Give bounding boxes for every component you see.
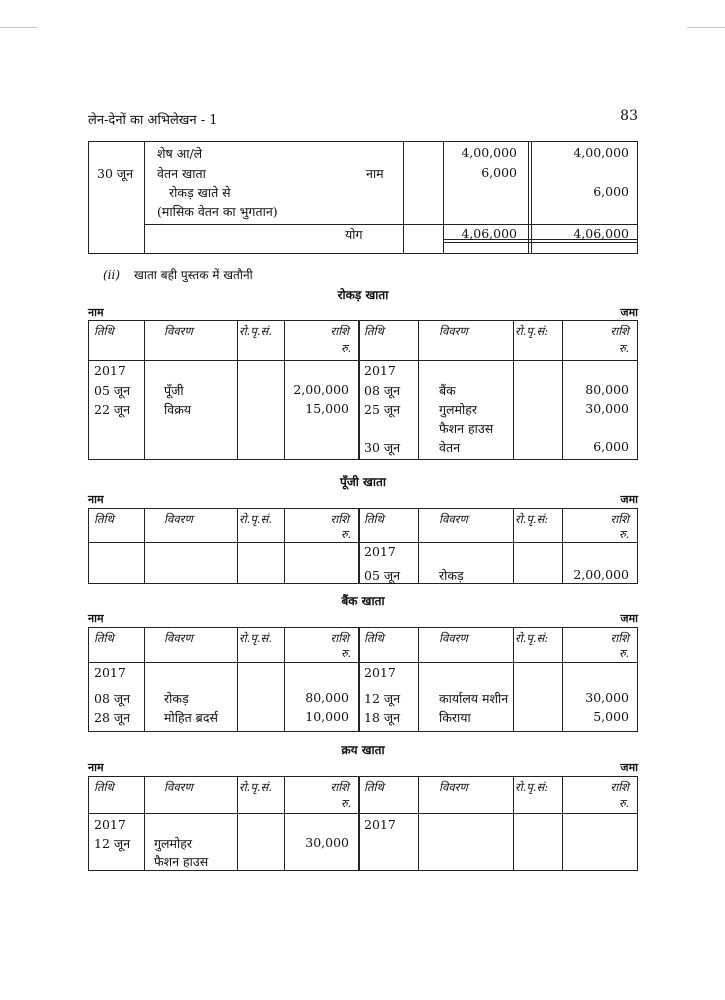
ledger-year: 2017 [94, 363, 126, 378]
bank-cr-label: जमा [620, 612, 638, 625]
header-particulars-left: विवरण [164, 631, 193, 645]
journal-date: 30 जून [97, 166, 134, 181]
journal-total-debit: 4,06,000 [461, 226, 517, 241]
ledger-year: 2017 [364, 817, 396, 832]
header-date-right: तिथि [364, 512, 384, 526]
header-jf-left: रो.पृ.सं. [239, 324, 272, 338]
journal-table [88, 141, 638, 254]
header-amount-right: राशि [610, 324, 629, 338]
ledger-particulars: फैशन हाउस [439, 421, 494, 436]
purchase-dr-label: नाम [88, 761, 104, 774]
ledger-particulars: बैंक [439, 383, 456, 398]
ledger-amount: 5,000 [593, 709, 629, 724]
journal-debit-balance: 4,00,000 [461, 145, 517, 160]
header-date-left: तिथि [94, 324, 114, 338]
ledger-date: 12 जून [364, 691, 401, 706]
header-date-left: तिथि [94, 780, 114, 794]
ledger-date: 05 जून [364, 568, 401, 583]
header-rs-right: रु. [619, 528, 630, 541]
header-rs-left: रु. [341, 342, 352, 355]
header-jf-left: रो.पृ.सं. [239, 780, 272, 794]
cash-cr-label: जमा [620, 306, 638, 319]
ledger-date: 28 जून [94, 710, 131, 725]
capital-account-ledger [88, 508, 638, 584]
capital-account-title: पूँजी खाता [340, 475, 386, 489]
ledger-amount: 15,000 [305, 401, 349, 416]
running-title: लेन-देनों का अभिलेखन - 1 [88, 113, 218, 128]
header-rs-left: रु. [341, 647, 352, 660]
header-date-left: तिथि [94, 631, 114, 645]
section-heading [103, 266, 253, 283]
cash-account-title: रोकड़ खाता [337, 288, 389, 302]
journal-credit-cash: 6,000 [593, 184, 629, 199]
header-rs-left: रु. [341, 797, 352, 810]
ledger-date: 25 जून [364, 402, 401, 417]
top-rule-right [687, 27, 725, 28]
cash-dr-label: नाम [88, 306, 104, 319]
ledger-date: 12 जून [94, 836, 131, 851]
capital-cr-label: जमा [620, 493, 638, 506]
section-number: (ii) [103, 268, 121, 282]
bank-account-ledger [88, 627, 638, 732]
cash-account-ledger [88, 320, 638, 460]
header-date-right: तिथि [364, 780, 384, 794]
ledger-year: 2017 [94, 817, 126, 832]
ledger-particulars: विक्रय [164, 402, 192, 417]
header-jf-left: रो.पृ.सं. [239, 512, 272, 526]
journal-line-cash: रोकड़ खाते से [169, 185, 231, 200]
ledger-particulars: मोहित ब्रदर्स [164, 710, 218, 725]
journal-line-salary: वेतन खाता [157, 166, 206, 181]
header-particulars-right: विवरण [439, 631, 468, 645]
ledger-year: 2017 [364, 544, 396, 559]
ledger-particulars: पूँजी [164, 383, 184, 398]
header-particulars-left: विवरण [164, 780, 193, 794]
header-amount-left: राशि [330, 631, 349, 645]
ledger-particulars: वेतन [439, 440, 461, 455]
bank-dr-label: नाम [88, 612, 104, 625]
purchase-cr-label: जमा [620, 761, 638, 774]
header-amount-left: राशि [330, 324, 349, 338]
header-jf-right: रो.पृ.सं: [515, 780, 549, 794]
top-rule-left [0, 27, 38, 28]
ledger-amount: 80,000 [305, 690, 349, 705]
ledger-amount: 6,000 [593, 439, 629, 454]
header-jf-left: रो.पृ.सं. [239, 631, 272, 645]
ledger-particulars: रोकड़ [439, 568, 464, 583]
header-particulars-right: विवरण [439, 324, 468, 338]
ledger-date: 05 जून [94, 383, 131, 398]
ledger-amount: 10,000 [305, 709, 349, 724]
header-jf-right: रो.पृ.सं: [515, 631, 549, 645]
ledger-amount: 30,000 [305, 835, 349, 850]
ledger-date: 30 जून [364, 440, 401, 455]
header-rs-left: रु. [341, 528, 352, 541]
header-particulars-right: विवरण [439, 512, 468, 526]
ledger-year: 2017 [364, 665, 396, 680]
purchase-account-title: क्रय खाता [341, 743, 385, 757]
header-particulars-left: विवरण [164, 512, 193, 526]
ledger-date: 22 जून [94, 402, 131, 417]
ledger-date: 08 जून [364, 383, 401, 398]
header-amount-left: राशि [330, 512, 349, 526]
header-amount-right: राशि [610, 631, 629, 645]
header-date-left: तिथि [94, 512, 114, 526]
ledger-date: 08 जून [94, 691, 131, 706]
journal-total-credit: 4,06,000 [573, 226, 629, 241]
ledger-particulars: फैशन हाउस [154, 854, 209, 869]
header-rs-right: रु. [619, 342, 630, 355]
ledger-amount: 30,000 [585, 690, 629, 705]
ledger-amount: 30,000 [585, 401, 629, 416]
ledger-year: 2017 [364, 363, 396, 378]
capital-dr-label: नाम [88, 493, 104, 506]
header-date-right: तिथि [364, 324, 384, 338]
ledger-amount: 80,000 [585, 382, 629, 397]
header-rs-right: रु. [619, 797, 630, 810]
header-amount-left: राशि [330, 780, 349, 794]
section-title: खाता बही पुस्तक में खतौनी [134, 268, 253, 282]
bank-account-title: बैंक खाता [341, 594, 385, 608]
ledger-particulars: गुलमोहर [439, 402, 477, 417]
header-rs-right: रु. [619, 647, 630, 660]
journal-narration: (मासिक वेतन का भुगतान) [157, 204, 278, 219]
journal-debit-salary: 6,000 [481, 165, 517, 180]
header-jf-right: रो.पृ.सं: [515, 512, 549, 526]
header-amount-right: राशि [610, 512, 629, 526]
header-particulars-right: विवरण [439, 780, 468, 794]
header-amount-right: राशि [610, 780, 629, 794]
journal-line-balance: शेष आ/ले [157, 146, 203, 161]
purchase-account-ledger [88, 776, 638, 871]
ledger-amount: 2,00,000 [293, 382, 349, 397]
header-date-right: तिथि [364, 631, 384, 645]
journal-credit-balance: 4,00,000 [573, 145, 629, 160]
ledger-particulars: किराया [439, 710, 471, 725]
header-particulars-left: विवरण [164, 324, 193, 338]
ledger-year: 2017 [94, 665, 126, 680]
ledger-date: 18 जून [364, 710, 401, 725]
page-number: 83 [620, 108, 638, 124]
header-jf-right: रो.पृ.सं: [515, 324, 549, 338]
ledger-amount: 2,00,000 [573, 567, 629, 582]
ledger-particulars: गुलमोहर [154, 836, 192, 851]
journal-dr-marker: नाम [366, 166, 384, 181]
journal-total-label: योग [345, 227, 363, 242]
ledger-particulars: रोकड़ [164, 691, 189, 706]
ledger-particulars: कार्यालय मशीन [439, 691, 509, 706]
